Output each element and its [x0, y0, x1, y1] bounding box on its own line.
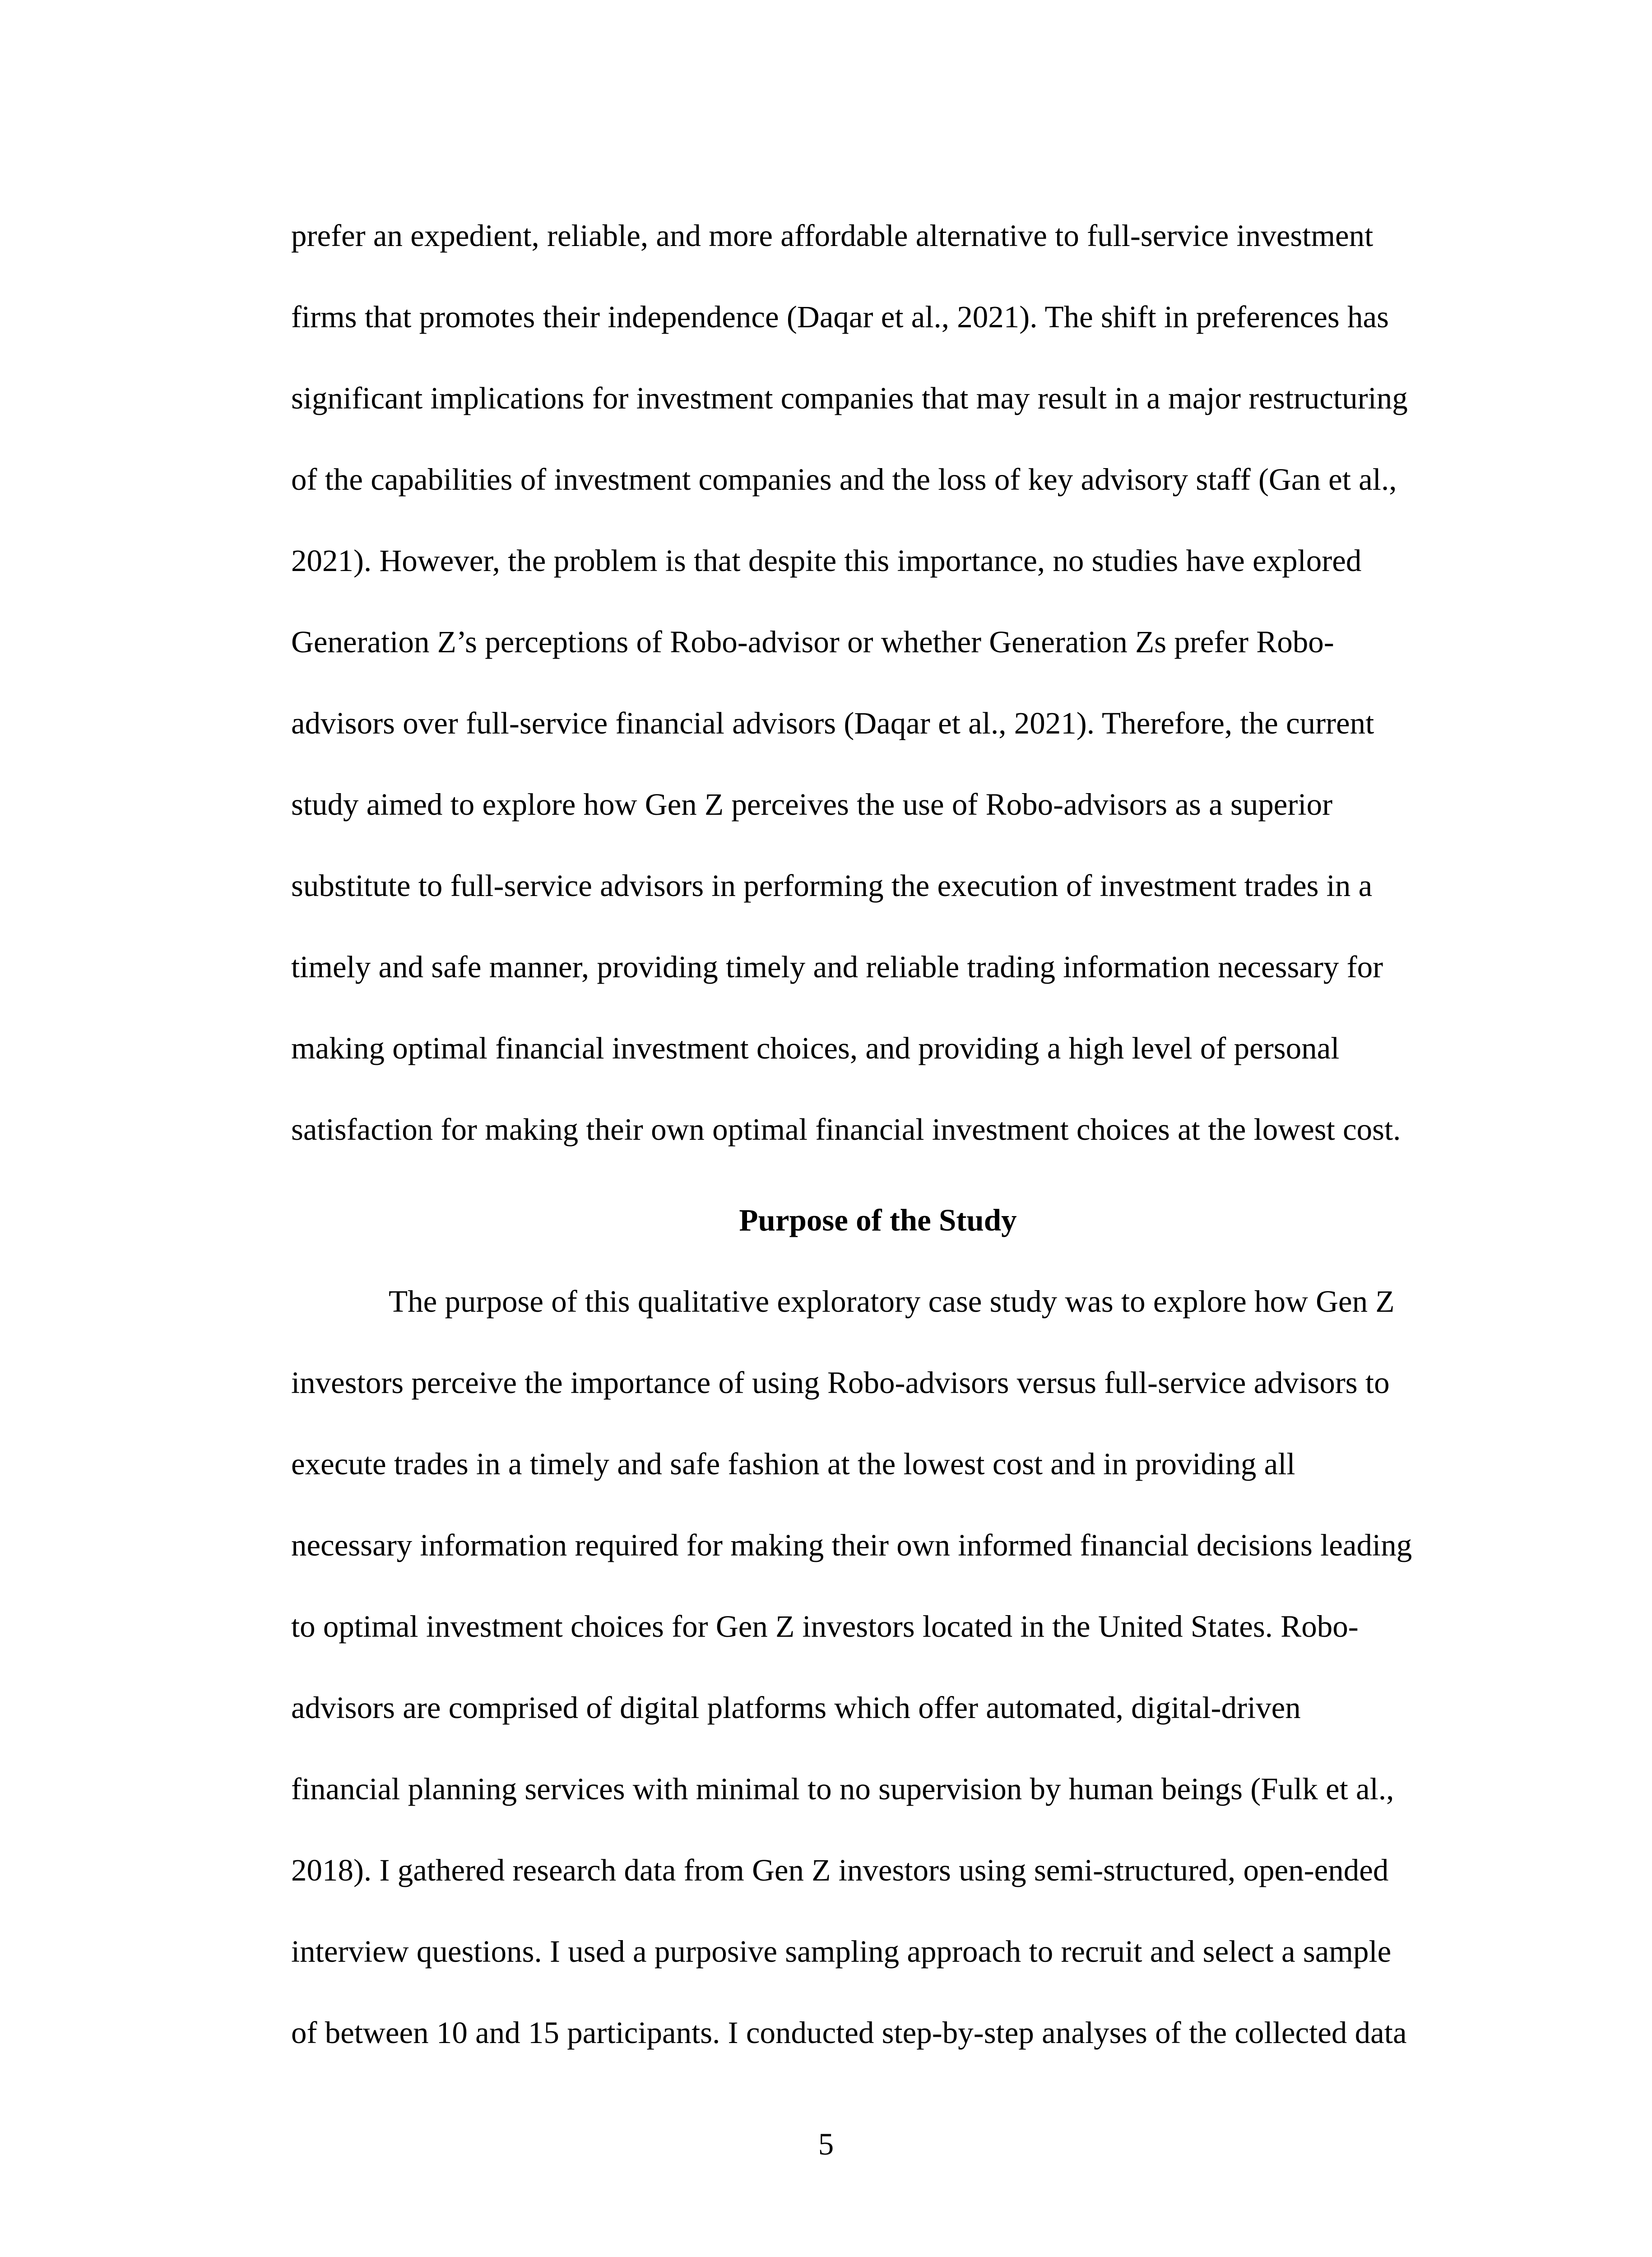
- page-number: 5: [818, 2127, 834, 2161]
- text-line: necessary information required for making their own informed financial decisions leading: [291, 1528, 1412, 1562]
- text-line: significant implications for investment companies that may result in a major restructuring: [291, 381, 1408, 415]
- text-line: firms that promotes their independence (Daqar et al., 2021). The shift in preferences has: [291, 300, 1389, 334]
- text-line: advisors are comprised of digital platforms which offer automated, digital-driven: [291, 1690, 1301, 1725]
- text-line: The purpose of this qualitative exploratory case study was to explore how Gen Z: [389, 1284, 1395, 1319]
- text-line: prefer an expedient, reliable, and more affordable alternative to full-service investment: [291, 218, 1374, 253]
- text-line: study aimed to explore how Gen Z perceives the use of Robo-advisors as a superior: [291, 787, 1333, 822]
- paragraph-problem-statement-continued: [291, 195, 1465, 1170]
- text-line: advisors over full-service financial advisors (Daqar et al., 2021). Therefore, the current: [291, 706, 1374, 740]
- text-line: to optimal investment choices for Gen Z investors located in the United States. Robo-: [291, 1609, 1359, 1644]
- text-line: of the capabilities of investment companies and the loss of key advisory staff (Gan et al.,: [291, 462, 1397, 497]
- text-line: interview questions. I used a purposive sampling approach to recruit and select a sample: [291, 1934, 1392, 1969]
- text-line: investors perceive the importance of using Robo-advisors versus full-service advisors to: [291, 1365, 1390, 1400]
- text-line: Generation Z’s perceptions of Robo-advisor or whether Generation Zs prefer Robo-: [291, 625, 1334, 659]
- text-line: substitute to full-service advisors in performing the execution of investment trades in a: [291, 868, 1373, 903]
- text-line: 2021). However, the problem is that despite this importance, no studies have explored: [291, 543, 1362, 578]
- text-line: financial planning services with minimal to no supervision by human beings (Fulk et al.,: [291, 1772, 1394, 1806]
- text-line: of between 10 and 15 participants. I conducted step-by-step analyses of the collected data: [291, 2016, 1407, 2050]
- text-line: satisfaction for making their own optimal financial investment choices at the lowest cost.: [291, 1112, 1401, 1147]
- text-line: timely and safe manner, providing timely and reliable trading information necessary for: [291, 950, 1383, 984]
- section-heading: Purpose of the Study: [739, 1203, 1017, 1237]
- text-line: making optimal financial investment choices, and providing a high level of personal: [291, 1031, 1340, 1065]
- text-line: execute trades in a timely and safe fashion at the lowest cost and in providing all: [291, 1447, 1295, 1481]
- text-line: 2018). I gathered research data from Gen Z investors using semi-structured, open-ended: [291, 1853, 1389, 1887]
- paragraph-purpose-of-study: [291, 1261, 1465, 2073]
